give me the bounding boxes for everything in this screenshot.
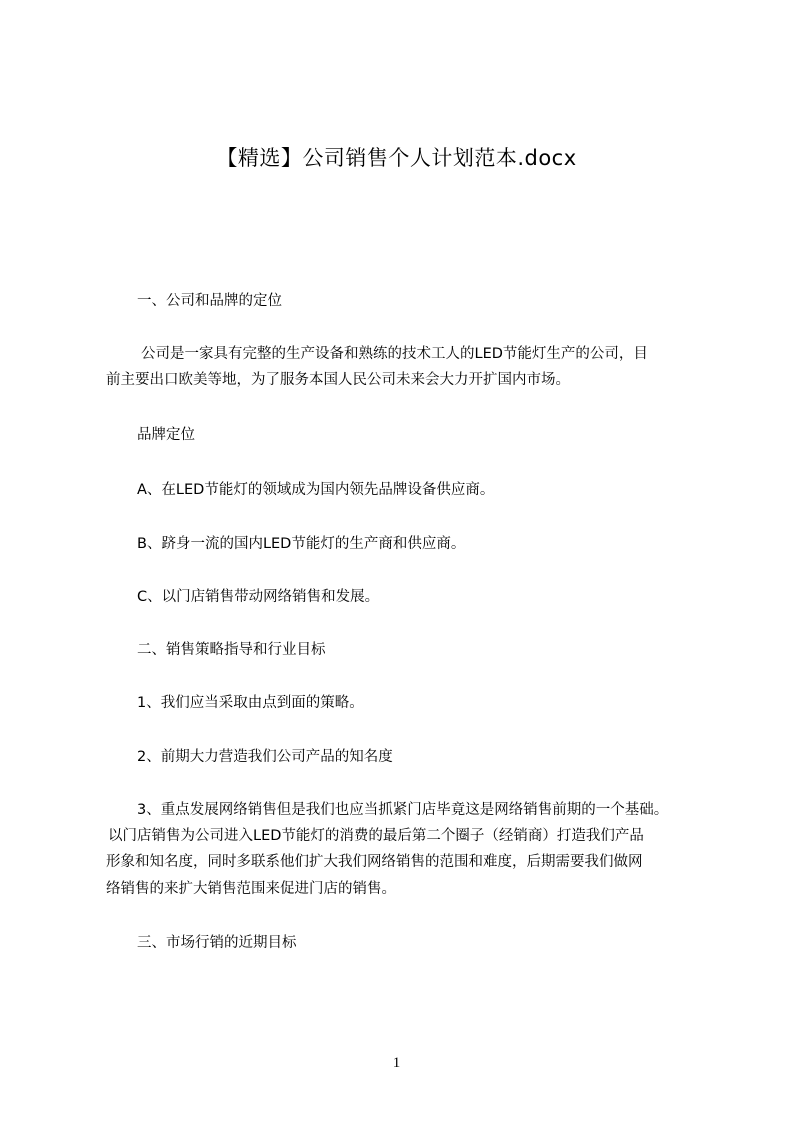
paragraph-line: 3、重点发展网络销售但是我们也应当抓紧门店毕竟这是网络销售前期的一个基础。 [137, 802, 669, 818]
section-heading-2: 二、销售策略指导和行业目标 [137, 642, 326, 658]
document-title: 【精选】公司销售个人计划范本.docx [216, 146, 577, 170]
list-item: 1、我们应当采取由点到面的策略。 [137, 695, 364, 711]
paragraph-line: 络销售的来扩大销售范围来促进门店的销售。 [106, 881, 396, 897]
paragraph-line: 公司是一家具有完整的生产设备和熟练的技术工人的LED节能灯生产的公司，目 [141, 346, 648, 362]
page-number: 1 [392, 1055, 401, 1071]
list-item: A、在LED节能灯的领域成为国内领先品牌设备供应商。 [137, 482, 495, 498]
paragraph-line: 形象和知名度，同时多联系他们扩大我们网络销售的范围和难度，后期需要我们做网 [106, 854, 643, 870]
list-item: 2、前期大力营造我们公司产品的知名度 [137, 749, 393, 765]
paragraph-line: 前主要出口欧美等地，为了服务本国人民公司未来会大力开扩国内市场。 [106, 372, 570, 388]
list-item: B、跻身一流的国内LED节能灯的生产商和供应商。 [137, 536, 466, 552]
paragraph-line: 以门店销售为公司进入LED节能灯的消费的最后第二个圈子（经销商）打造我们产品 [108, 828, 644, 844]
subheading-brand-positioning: 品牌定位 [137, 427, 195, 443]
section-heading-3: 三、市场行销的近期目标 [137, 935, 297, 951]
list-item: C、以门店销售带动网络销售和发展。 [137, 589, 380, 605]
section-heading-1: 一、公司和品牌的定位 [137, 293, 282, 309]
